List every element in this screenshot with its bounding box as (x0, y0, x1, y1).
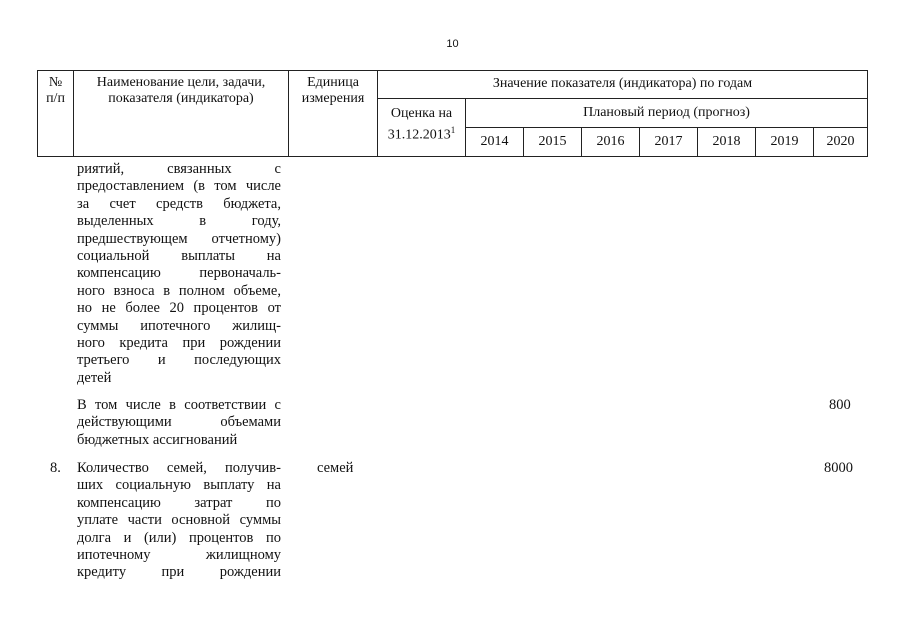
text-line: социальной выплаты на (77, 247, 281, 264)
table-header (37, 70, 868, 157)
header-unit-line: измерения (301, 91, 365, 106)
text-line: выделенных в году, (77, 213, 281, 230)
row-number: 8. (50, 460, 61, 476)
text-line: ного взноса в полном объеме, (77, 282, 281, 299)
page-number: 10 (446, 38, 459, 50)
header-year-2015: 2015 (523, 127, 582, 157)
text-line: третьего и последующих (77, 352, 281, 369)
text-line: риятий, связанных с (77, 161, 281, 177)
text-line: за счет средств бюджета, (77, 195, 281, 212)
header-name-cell (73, 70, 289, 157)
header-year-2016: 2016 (581, 127, 640, 157)
text-line: ших социальную выплату на (77, 477, 281, 494)
header-year-2018: 2018 (697, 127, 756, 157)
text-line: уплате части основной суммы (77, 512, 281, 529)
header-year-2020: 2020 (813, 127, 868, 157)
header-unit-cell (288, 70, 378, 157)
header-number-line: № (48, 75, 63, 90)
text-line: суммы ипотечного жилищ- (77, 317, 281, 334)
header-year-2014: 2014 (465, 127, 524, 157)
value-2020: 800 (829, 397, 851, 413)
header-name-line: Наименование цели, задачи, (96, 75, 266, 90)
header-name-line: показателя (индикатора) (108, 91, 254, 106)
text-line: Количество семей, получив- (77, 460, 281, 476)
header-number-line: п/п (46, 91, 65, 106)
text-line: компенсацию затрат по (77, 494, 281, 511)
row-name-text (77, 161, 281, 387)
text-line: компенсацию первоначаль- (77, 265, 281, 282)
text-line: В том числе в соответствии с (77, 397, 281, 413)
row-name-text (77, 460, 281, 582)
header-year-2019: 2019 (755, 127, 814, 157)
text-line: действующими объемами (77, 414, 281, 431)
text-line: предшествующем отчетному) (77, 230, 281, 247)
header-estimate-cell (377, 98, 466, 157)
text-line: ипотечному жилищному (77, 546, 281, 563)
text-line: долга и (или) процентов по (77, 529, 281, 546)
value-2020: 8000 (824, 460, 853, 476)
text-line: ного кредита при рождении (77, 334, 281, 351)
header-unit-line: Единица (307, 75, 359, 90)
text-line: предоставлением (в том числе (77, 178, 281, 195)
header-estimate-line: 31.12.2013$^1$ (387, 125, 456, 143)
header-estimate-line: Оценка на (390, 106, 453, 121)
row-name-text (77, 397, 281, 449)
text-line: детей (77, 369, 112, 386)
unit-value: семей (317, 460, 354, 476)
text-line: но не более 20 процентов от (77, 300, 281, 317)
header-year-2017: 2017 (639, 127, 698, 157)
text-line: бюджетных ассигнований (77, 431, 238, 448)
header-values-title: Значение показателя (индикатора) по годам (377, 70, 868, 99)
header-plan-title: Плановый период (прогноз) (465, 98, 868, 128)
header-number-cell (37, 70, 74, 157)
text-line: кредиту при рождении (77, 564, 281, 581)
